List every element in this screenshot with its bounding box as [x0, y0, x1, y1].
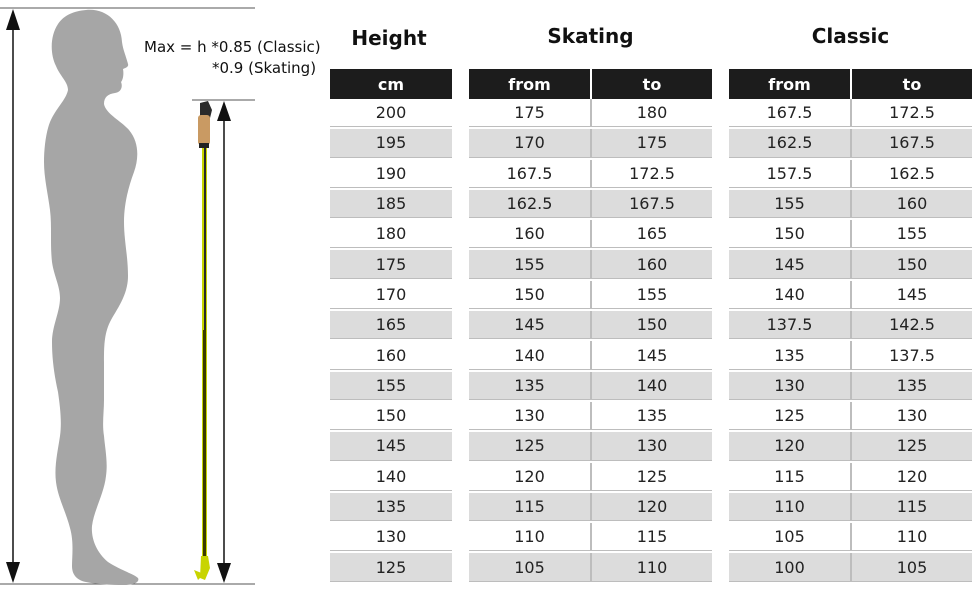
- classic-to-cell: 150: [850, 250, 972, 278]
- height-cm-cell: 150: [330, 402, 452, 430]
- table-row: [330, 190, 452, 220]
- skating-to-cell: 155: [590, 281, 712, 309]
- classic-from-cell: 135: [729, 341, 850, 369]
- skating-from-cell: 110: [469, 523, 590, 551]
- table-row: [469, 281, 712, 311]
- table-row: [469, 129, 712, 159]
- skating-from-cell: 175: [469, 99, 590, 127]
- height-cm-cell: 190: [330, 160, 452, 188]
- table-row: [729, 372, 972, 402]
- classic-table: [729, 69, 972, 584]
- skating-to-header: to: [590, 69, 712, 99]
- skating-to-cell: 180: [590, 99, 712, 127]
- height-cm-cell: 135: [330, 493, 452, 521]
- table-row: [330, 311, 452, 341]
- skating-from-cell: 115: [469, 493, 590, 521]
- table-row: [469, 463, 712, 493]
- classic-from-cell: 115: [729, 463, 850, 491]
- classic-from-cell: 137.5: [729, 311, 850, 339]
- skating-to-cell: 115: [590, 523, 712, 551]
- classic-from-cell: 105: [729, 523, 850, 551]
- table-row: [729, 341, 972, 371]
- classic-from-cell: 145: [729, 250, 850, 278]
- height-cm-cell: 175: [330, 250, 452, 278]
- classic-from-cell: 150: [729, 220, 850, 248]
- skating-from-cell: 105: [469, 553, 590, 581]
- skating-from-cell: 130: [469, 402, 590, 430]
- skating-from-header: from: [469, 69, 590, 99]
- table-row: [330, 463, 452, 493]
- height-cm-cell: 195: [330, 129, 452, 157]
- table-row: [469, 523, 712, 553]
- height-group-title: Height: [351, 26, 427, 50]
- table-row: [729, 190, 972, 220]
- skating-from-cell: 162.5: [469, 190, 590, 218]
- table-row: [729, 463, 972, 493]
- height-cm-cell: 145: [330, 432, 452, 460]
- skating-to-cell: 172.5: [590, 160, 712, 188]
- classic-to-cell: 125: [850, 432, 972, 460]
- table-row: [469, 402, 712, 432]
- classic-to-cell: 145: [850, 281, 972, 309]
- pole-formula-line-1: Max = h *0.85 (Classic): [144, 38, 321, 56]
- height-cm-cell: 165: [330, 311, 452, 339]
- skating-to-cell: 145: [590, 341, 712, 369]
- classic-to-cell: 155: [850, 220, 972, 248]
- height-cm-cell: 125: [330, 553, 452, 581]
- table-row: [729, 553, 972, 583]
- table-row: [469, 341, 712, 371]
- skating-from-cell: 125: [469, 432, 590, 460]
- table-row: [469, 220, 712, 250]
- ski-pole-icon: [194, 101, 212, 580]
- table-row: [469, 372, 712, 402]
- classic-to-cell: 137.5: [850, 341, 972, 369]
- classic-to-cell: 167.5: [850, 129, 972, 157]
- skating-from-cell: 145: [469, 311, 590, 339]
- table-row: [469, 553, 712, 583]
- skating-from-cell: 155: [469, 250, 590, 278]
- table-row: [469, 311, 712, 341]
- pole-formula-line-2: *0.9 (Skating): [212, 59, 317, 77]
- classic-group-title: Classic: [811, 24, 890, 48]
- classic-to-header: to: [850, 69, 972, 99]
- classic-to-cell: 135: [850, 372, 972, 400]
- height-cm-cell: 160: [330, 341, 452, 369]
- table-row: [330, 341, 452, 371]
- table-row: [330, 372, 452, 402]
- skating-table-body: [469, 99, 712, 584]
- height-cm-cell: 140: [330, 463, 452, 491]
- height-cm-cell: 130: [330, 523, 452, 551]
- skating-table-header: [469, 69, 712, 99]
- table-row: [330, 553, 452, 583]
- height-table: [330, 69, 452, 584]
- skating-to-cell: 175: [590, 129, 712, 157]
- height-cm-cell: 180: [330, 220, 452, 248]
- table-row: [469, 250, 712, 280]
- classic-to-cell: 115: [850, 493, 972, 521]
- table-row: [729, 432, 972, 462]
- classic-from-cell: 110: [729, 493, 850, 521]
- skating-from-cell: 140: [469, 341, 590, 369]
- skating-to-cell: 110: [590, 553, 712, 581]
- classic-to-cell: 110: [850, 523, 972, 551]
- person-silhouette-icon: [44, 10, 138, 585]
- classic-from-cell: 125: [729, 402, 850, 430]
- skating-to-cell: 160: [590, 250, 712, 278]
- skating-table: [469, 69, 712, 584]
- table-row: [330, 432, 452, 462]
- classic-from-cell: 155: [729, 190, 850, 218]
- skating-from-cell: 170: [469, 129, 590, 157]
- height-arrow-icon: [6, 9, 20, 583]
- table-row: [469, 99, 712, 129]
- table-row: [729, 250, 972, 280]
- table-row: [469, 160, 712, 190]
- height-cm-cell: 170: [330, 281, 452, 309]
- classic-table-header: [729, 69, 972, 99]
- table-row: [330, 160, 452, 190]
- classic-table-body: [729, 99, 972, 584]
- skating-to-cell: 140: [590, 372, 712, 400]
- table-row: [729, 220, 972, 250]
- table-row: [330, 493, 452, 523]
- table-row: [729, 129, 972, 159]
- table-row: [330, 523, 452, 553]
- skating-from-cell: 135: [469, 372, 590, 400]
- table-row: [729, 493, 972, 523]
- skating-to-cell: 167.5: [590, 190, 712, 218]
- table-row: [469, 493, 712, 523]
- skating-from-cell: 150: [469, 281, 590, 309]
- skating-from-cell: 120: [469, 463, 590, 491]
- height-cm-cell: 155: [330, 372, 452, 400]
- table-row: [330, 250, 452, 280]
- height-cm-cell: 185: [330, 190, 452, 218]
- skating-to-cell: 135: [590, 402, 712, 430]
- table-row: [729, 160, 972, 190]
- table-row: [729, 99, 972, 129]
- table-row: [729, 523, 972, 553]
- table-row: [729, 402, 972, 432]
- table-row: [330, 220, 452, 250]
- table-row: [729, 281, 972, 311]
- height-cm-cell: 200: [330, 99, 452, 127]
- classic-from-cell: 100: [729, 553, 850, 581]
- classic-to-cell: 172.5: [850, 99, 972, 127]
- skating-to-cell: 130: [590, 432, 712, 460]
- skating-from-cell: 167.5: [469, 160, 590, 188]
- classic-from-cell: 167.5: [729, 99, 850, 127]
- skating-to-cell: 150: [590, 311, 712, 339]
- classic-to-cell: 142.5: [850, 311, 972, 339]
- height-table-header: [330, 69, 452, 99]
- classic-to-cell: 130: [850, 402, 972, 430]
- height-table-body: [330, 99, 452, 584]
- classic-from-cell: 130: [729, 372, 850, 400]
- table-row: [330, 99, 452, 129]
- classic-from-header: from: [729, 69, 850, 99]
- skating-from-cell: 160: [469, 220, 590, 248]
- table-row: [469, 432, 712, 462]
- skating-to-cell: 165: [590, 220, 712, 248]
- skating-to-cell: 120: [590, 493, 712, 521]
- table-row: [469, 190, 712, 220]
- classic-from-cell: 157.5: [729, 160, 850, 188]
- classic-from-cell: 120: [729, 432, 850, 460]
- classic-to-cell: 160: [850, 190, 972, 218]
- cm-column-header: cm: [330, 69, 452, 99]
- skating-group-title: Skating: [547, 24, 634, 48]
- table-row: [330, 281, 452, 311]
- classic-to-cell: 120: [850, 463, 972, 491]
- table-row: [330, 402, 452, 432]
- classic-from-cell: 140: [729, 281, 850, 309]
- skating-to-cell: 125: [590, 463, 712, 491]
- table-row: [330, 129, 452, 159]
- classic-from-cell: 162.5: [729, 129, 850, 157]
- person-and-pole-illustration: [0, 0, 330, 591]
- pole-length-arrow-icon: [217, 101, 231, 583]
- classic-to-cell: 162.5: [850, 160, 972, 188]
- classic-to-cell: 105: [850, 553, 972, 581]
- table-row: [729, 311, 972, 341]
